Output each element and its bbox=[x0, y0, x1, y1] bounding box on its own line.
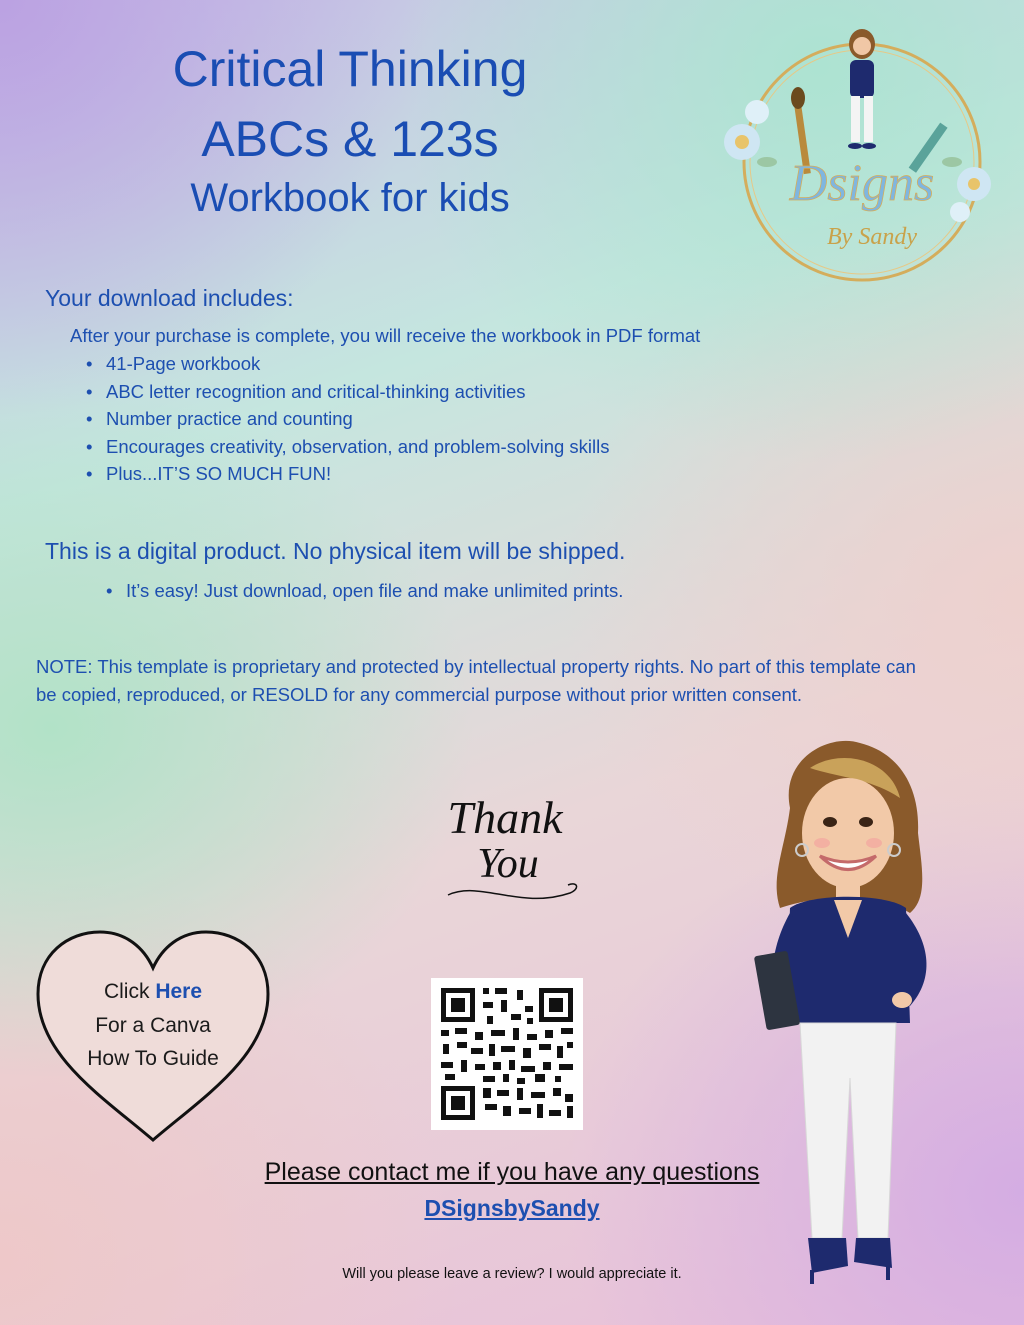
contact-handle-link[interactable]: DSignsbySandy bbox=[424, 1195, 600, 1221]
thank-you-script bbox=[420, 785, 590, 920]
copyright-note: NOTE: This template is proprietary and protected by intellectual property rights. No part of this template can be copied, reproduced, or RESOLD for any commercial purpose without prior written consent. bbox=[36, 656, 916, 705]
page-title-line-1: Critical Thinking bbox=[172, 41, 528, 97]
list-item: • ABC letter recognition and critical-thinking activities bbox=[82, 378, 610, 406]
dsigns-logo bbox=[712, 12, 1012, 292]
sandy-avatar-illustration bbox=[750, 738, 946, 1288]
thank-you-line-1: Thank bbox=[447, 792, 563, 843]
digital-list bbox=[102, 577, 623, 605]
review-request: Will you please leave a review? I would appreciate it. bbox=[342, 1266, 682, 1282]
list-item: • Plus...IT’S SO MUCH FUN! bbox=[82, 460, 610, 488]
click-label: Click bbox=[103, 980, 156, 1003]
page-title-line-2: ABCs & 123s bbox=[201, 111, 499, 167]
download-intro: After your purchase is complete, you will receive the workbook in PDF format bbox=[70, 325, 701, 346]
contact-text: Please contact me if you have any questions bbox=[264, 1158, 760, 1186]
thank-you-line-2: You bbox=[477, 841, 539, 887]
list-item: • Number practice and counting bbox=[82, 405, 610, 433]
here-link[interactable]: Here bbox=[155, 980, 203, 1003]
list-item: • Encourages creativity, observation, and problem-solving skills bbox=[82, 433, 610, 461]
heart-line-2: For a Canva bbox=[95, 1014, 211, 1037]
mini-avatar-icon bbox=[848, 29, 876, 149]
heart-line-3: How To Guide bbox=[87, 1047, 219, 1070]
page-subtitle: Workbook for kids bbox=[190, 176, 510, 220]
download-heading: Your download includes: bbox=[45, 285, 294, 311]
heart-line-1[interactable] bbox=[34, 980, 272, 1004]
qr-code-icon bbox=[431, 978, 583, 1130]
flower-icon-left bbox=[724, 100, 777, 167]
flower-icon-right bbox=[942, 157, 991, 222]
qr-code[interactable] bbox=[431, 978, 583, 1130]
digital-heading: This is a digital product. No physical item will be shipped. bbox=[45, 538, 626, 564]
list-item: • It’s easy! Just download, open file and make unlimited prints. bbox=[102, 577, 623, 605]
download-list bbox=[82, 350, 610, 488]
list-item: • 41-Page workbook bbox=[82, 350, 610, 378]
logo-name-main: Dsigns bbox=[789, 155, 935, 212]
logo-name-sub: By Sandy bbox=[827, 224, 917, 250]
